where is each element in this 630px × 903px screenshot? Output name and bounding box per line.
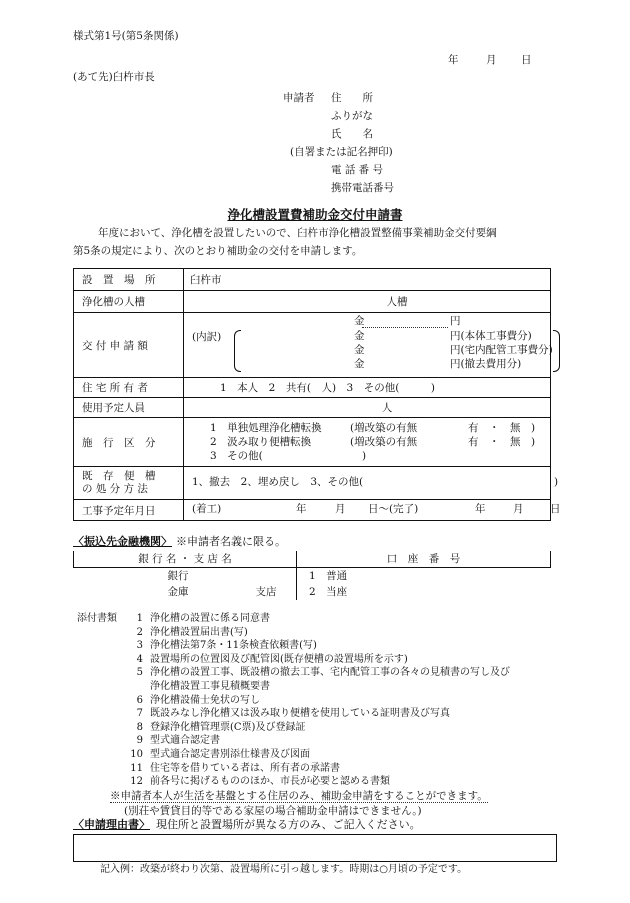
account-field[interactable] — [297, 567, 551, 600]
application-table — [73, 268, 561, 521]
attachment-item — [77, 680, 510, 694]
attachment-caption — [77, 721, 123, 735]
capacity-label: 浄化槽の人槽 — [74, 291, 184, 313]
schedule-end-year: 年 — [475, 503, 486, 515]
breakdown-label: (内訳) — [192, 331, 222, 343]
reason-heading-row — [73, 818, 421, 831]
notice-line2: (別荘や賃貸目的等である家屋の場合補助金申請はできません。) — [124, 805, 422, 817]
applicant-label: 申請者 — [283, 92, 315, 104]
item3-yen-sign: 金 — [354, 358, 365, 370]
amount-field[interactable] — [184, 313, 551, 378]
disposal-options: 1、撤去 2、埋め戻し 3、その他( — [192, 476, 364, 488]
disposal-label: 既 存 便 槽 の 処 分 方 法 — [74, 467, 184, 500]
attachment-text: 登録浄化槽管理票(C票)及び登録証 — [150, 721, 306, 733]
reason-input-box[interactable] — [73, 834, 557, 862]
example-text: 記入例：改築が終わり次第、設置場所に引っ越します。時期は○月頃の予定です。 — [100, 864, 468, 875]
attachment-number: 1 — [136, 613, 143, 624]
attachment-caption — [77, 626, 123, 640]
applicant-address-label: 住 所 — [331, 92, 373, 104]
category-option-2-note: (増改築の有無 — [350, 436, 418, 448]
bank-col-account: 口 座 番 号 — [297, 551, 551, 567]
intro-line2: 第5条の規定により、次のとおり補助金の交付を申請します。 — [73, 245, 363, 257]
attachment-caption — [77, 694, 123, 708]
amount-label: 交 付 申 請 額 — [74, 313, 184, 378]
item1-label: 円(本体工事費分) — [450, 330, 532, 342]
bank-heading: 〈振込先金融機関〉 — [73, 535, 172, 548]
schedule-mid: 日～(完了) — [368, 503, 419, 515]
attachment-caption — [77, 734, 123, 748]
attachments-list — [77, 612, 510, 789]
right-brace — [553, 330, 560, 372]
attachment-item — [77, 666, 510, 680]
disposal-close: ) — [554, 476, 559, 488]
attachment-item — [77, 653, 510, 667]
owner-field[interactable]: 1 本人 2 共有( 人) 3 その他( ) — [184, 378, 551, 398]
attachment-number: 11 — [130, 762, 143, 774]
attachment-caption: 添付書類 — [77, 613, 117, 624]
attachment-number: 7 — [136, 708, 143, 720]
attachment-item — [77, 775, 510, 789]
schedule-label: 工事予定年月日 — [74, 500, 184, 521]
category-field[interactable] — [184, 418, 551, 467]
bank-header-row — [74, 551, 551, 567]
bank-table — [73, 551, 551, 600]
attachment-number: 12 — [130, 776, 143, 788]
category-option-3: 3 その他( — [210, 450, 263, 462]
kinko-suffix: 金庫 — [167, 585, 189, 598]
category-option-1-note: (増改築の有無 — [350, 422, 418, 434]
attachment-text: 前各号に掲げるもののほか、市長が必要と認める書類 — [150, 776, 390, 788]
form-id: 様式第1号(第5条関係) — [73, 30, 179, 42]
attachment-number: 4 — [136, 653, 143, 665]
applicant-name-label: 氏 名 — [331, 128, 373, 140]
attachment-text: 住宅等を借りている者は、所有者の承諾書 — [150, 762, 340, 774]
attachment-number: 10 — [130, 748, 143, 760]
attachment-text: 浄化槽設備士免状の写し — [150, 694, 260, 706]
category-option-2: 2 汲み取り便槽転換 — [210, 436, 312, 448]
attachment-caption — [77, 639, 123, 653]
row-owner — [74, 378, 551, 398]
attachment-text: 浄化槽設置工事見積概要書 — [150, 680, 270, 692]
category-option-1: 1 単独処理浄化槽転換 — [210, 422, 322, 434]
branch-suffix: 支店 — [255, 585, 277, 598]
item2-label: 円(宅内配管工事費分) — [450, 344, 553, 356]
attachment-caption — [77, 707, 123, 721]
attachment-caption — [77, 680, 123, 694]
users-label: 使用予定人員 — [74, 398, 184, 418]
category-option-2-choice: 有 ・ 無 ) — [468, 436, 536, 448]
schedule-end-month: 月 — [513, 503, 524, 515]
attachment-caption — [77, 653, 123, 667]
location-label: 設 置 場 所 — [74, 269, 184, 291]
item2-yen-sign: 金 — [354, 344, 365, 356]
total-yen-sign: 金 — [354, 315, 365, 327]
schedule-start-month: 月 — [335, 503, 346, 515]
bank-suffix: 銀行 — [167, 569, 189, 582]
category-label: 施 行 区 分 — [74, 418, 184, 467]
row-location — [74, 269, 551, 291]
attachment-text: 設置場所の位置図及び配管図(既存便槽の設置場所を示す) — [150, 653, 408, 665]
row-category — [74, 418, 551, 467]
attachment-item — [77, 694, 510, 708]
reason-heading: 〈申請理由書〉 — [73, 818, 150, 831]
attachment-item — [77, 721, 510, 735]
attachment-item — [77, 639, 510, 653]
attachment-number: 2 — [136, 626, 143, 638]
notice-line1: ※申請者本人が生活を基盤とする住居のみ、補助金申請をすることができます。 — [110, 790, 488, 802]
account-type-2: 2 当座 — [309, 585, 348, 598]
attachment-item — [77, 748, 510, 762]
users-field[interactable]: 人 — [184, 398, 551, 418]
attachment-number: 3 — [136, 640, 143, 652]
schedule-end-day: 日 — [550, 503, 561, 515]
row-users — [74, 398, 551, 418]
row-capacity — [74, 291, 551, 313]
category-option-1-choice: 有 ・ 無 ) — [468, 422, 536, 434]
bank-name-field[interactable] — [74, 567, 297, 600]
attachment-item — [77, 734, 510, 748]
mobile-label: 携帯電話番号 — [331, 182, 394, 194]
page-title: 浄化槽設置費補助金交付申請書 — [227, 207, 403, 222]
schedule-field[interactable] — [184, 500, 561, 521]
attachment-number — [123, 680, 150, 694]
date-year: 年 — [448, 54, 459, 66]
reason-instruction: 現住所と設置場所が異なる方のみ、ご記入ください。 — [156, 818, 421, 831]
attachment-number: 8 — [136, 721, 143, 733]
total-yen-unit: 円 — [450, 315, 461, 327]
attachment-item — [77, 612, 510, 626]
attachment-number: 9 — [136, 735, 143, 747]
attachment-item — [77, 762, 510, 776]
attachment-caption — [77, 748, 123, 762]
schedule-start: (着工) — [192, 503, 222, 515]
attachment-item — [77, 626, 510, 640]
attachment-number: 6 — [136, 694, 143, 706]
bank-data-row — [74, 567, 551, 600]
bank-heading-row — [73, 535, 286, 548]
attachment-text: 型式適合認定書 — [150, 735, 220, 747]
attachment-text: 型式適合認定書別添仕様書及び図面 — [150, 748, 310, 760]
row-schedule — [74, 500, 551, 521]
location-field[interactable]: 臼杵市 — [184, 269, 551, 291]
row-disposal — [74, 467, 551, 500]
date-month: 月 — [486, 54, 497, 66]
date-day: 日 — [521, 54, 532, 66]
attachment-caption — [77, 666, 123, 680]
total-amount-line — [362, 327, 448, 328]
capacity-field[interactable]: 人槽 — [184, 291, 551, 313]
applicant-furigana-label: ふりがな — [331, 110, 373, 122]
intro-line1: 年度において、浄化槽を設置したいので、臼杵市浄化槽設置整備事業補助金交付要綱 — [98, 227, 497, 239]
addressee: (あて先)臼杵市長 — [73, 71, 155, 83]
item1-yen-sign: 金 — [354, 330, 365, 342]
attachment-text: 浄化槽法第7条・11条検査依頼書(写) — [150, 640, 317, 652]
attachment-item — [77, 707, 510, 721]
attachment-caption — [77, 762, 123, 776]
bank-note: ※申請者名義に限る。 — [176, 535, 286, 548]
item3-label: 円(撤去費用分) — [450, 358, 522, 370]
left-brace — [234, 330, 241, 372]
bank-col-name: 銀 行 名 ・ 支 店 名 — [74, 551, 297, 567]
attachment-text: 浄化槽の設置工事、既設槽の撤去工事、宅内配管工事の各々の見積書の写し及び — [150, 667, 510, 679]
attachment-number: 5 — [136, 667, 143, 679]
row-amount — [74, 313, 551, 378]
signature-note: (自署または記名押印) — [290, 146, 393, 158]
category-option-3-choice: ) — [362, 450, 367, 462]
attachment-text: 既設みなし浄化槽又は汲み取り便槽を使用している証明書及び写真 — [150, 708, 450, 720]
schedule-start-year: 年 — [296, 503, 307, 515]
attachment-text: 浄化槽の設置に係る同意書 — [150, 613, 270, 624]
attachment-text: 浄化槽設置届出書(写) — [150, 626, 248, 638]
disposal-field[interactable] — [184, 467, 559, 500]
attachment-caption — [77, 775, 123, 789]
phone-label: 電 話 番 号 — [331, 164, 384, 176]
account-type-1: 1 普通 — [309, 569, 348, 582]
owner-label: 住 宅 所 有 者 — [74, 378, 184, 398]
